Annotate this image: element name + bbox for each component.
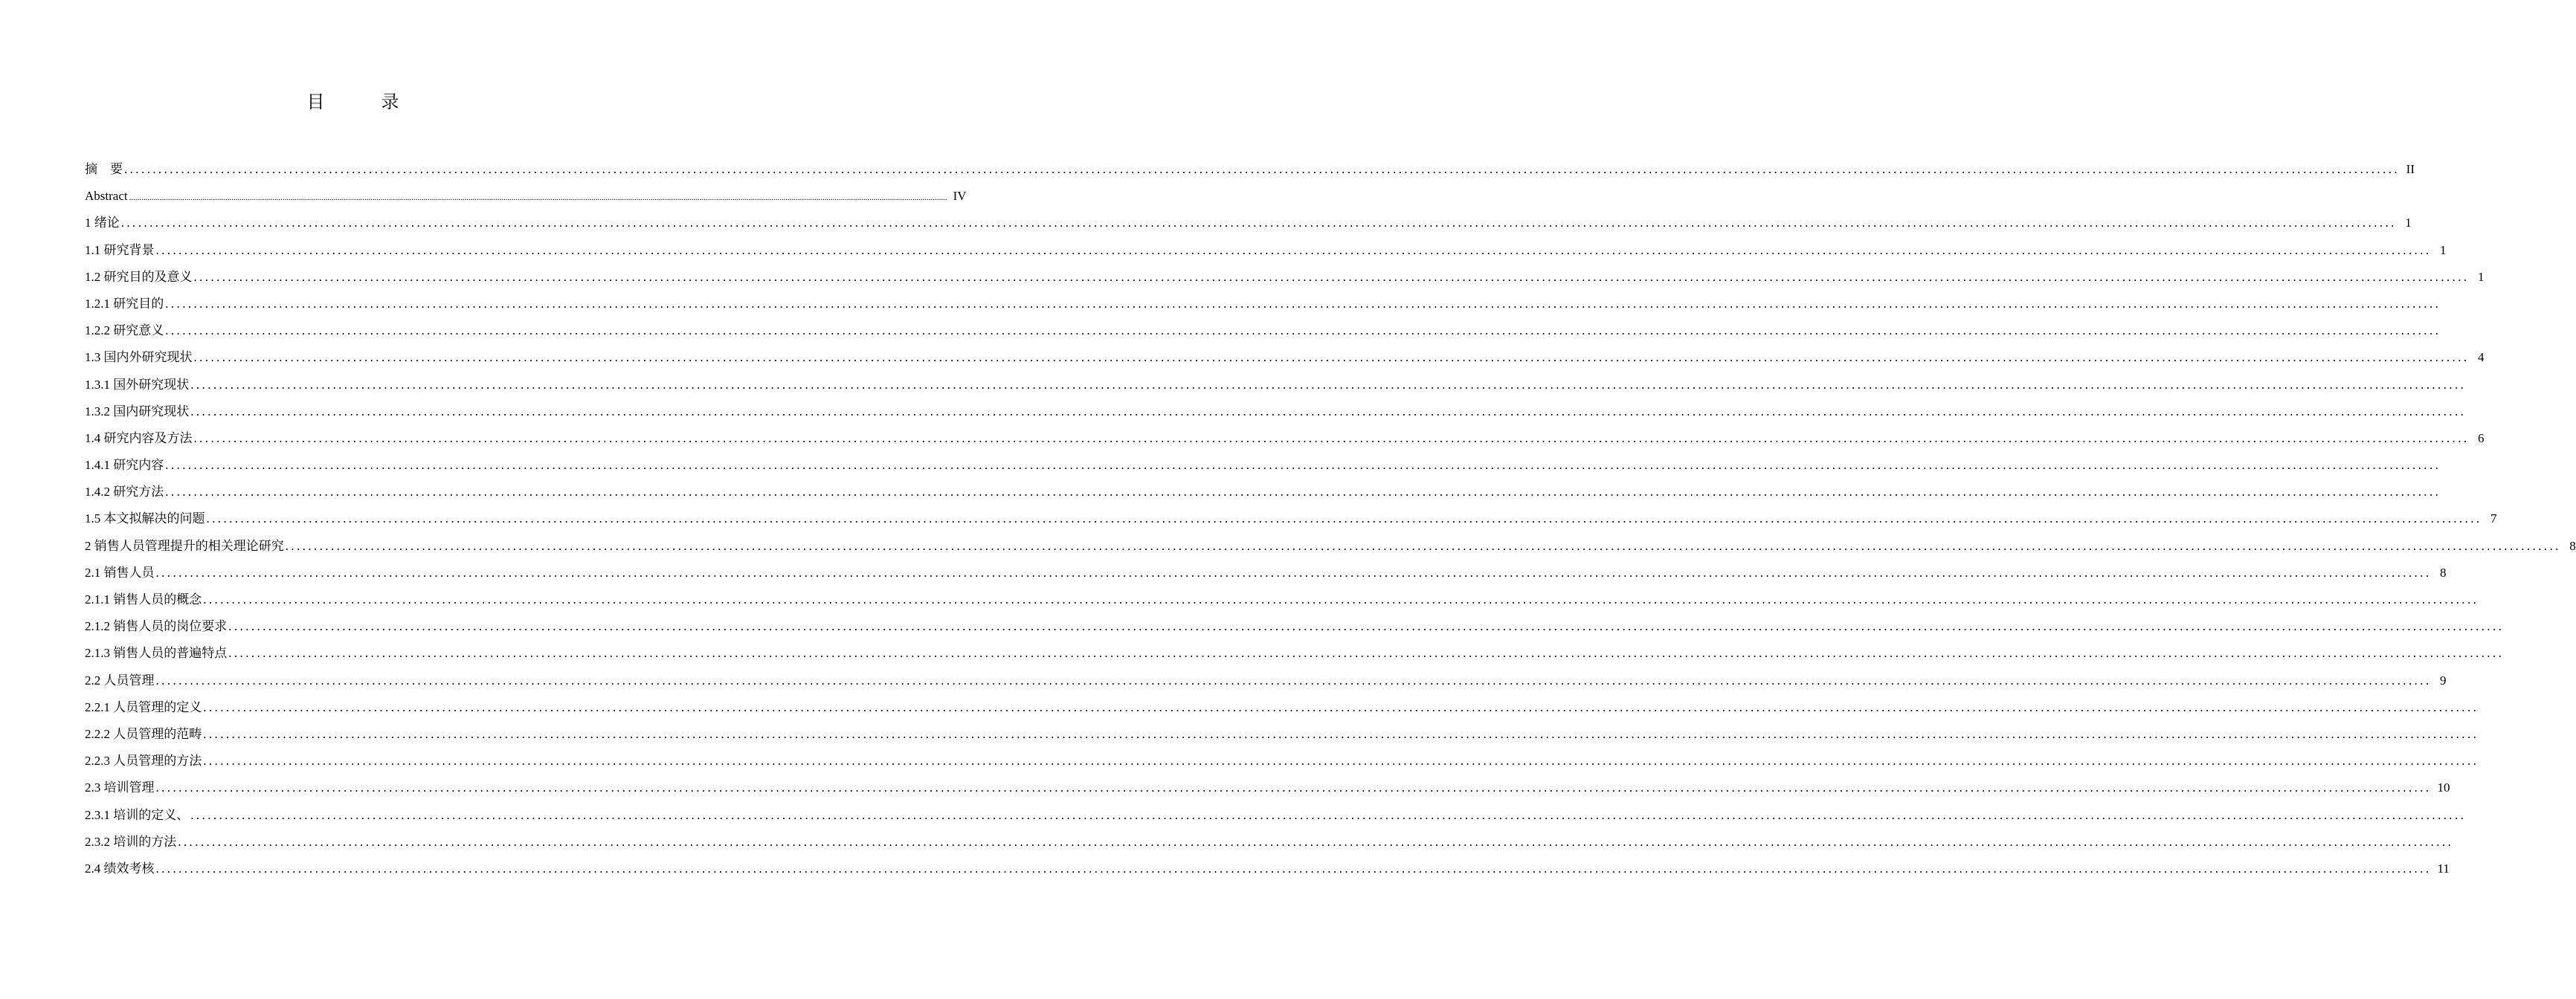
dot-leader: ................................................................................................................................................................................................................................................................................................................................................................................................................ — [228, 646, 2505, 661]
toc-page-number: 4 — [2478, 350, 2485, 365]
toc-entry-label: 2.3.1 培训的定义、 — [85, 807, 190, 822]
toc-entry[interactable] — [85, 640, 2505, 667]
toc-entry[interactable] — [85, 425, 2485, 452]
toc-entry-label: 1.5 本文拟解决的问题 — [85, 511, 205, 526]
toc-list — [85, 156, 2576, 882]
toc-entry[interactable] — [85, 560, 2447, 586]
dot-leader: ................................................................................................................................................................................................................................................................................................................................................................................................................ — [193, 350, 2470, 365]
toc-entry-label: 2 销售人员管理提升的相关理论研究 — [85, 538, 284, 553]
toc-entry-label: 摘 要 — [85, 162, 123, 176]
dot-leader: ................................................................................................................................................................................................................................................................................................................................................................................................................ — [285, 538, 2561, 553]
toc-entry[interactable] — [85, 398, 2467, 425]
toc-page-number: 8 — [2569, 538, 2576, 553]
dot-leader: ................................................................................................................................................................................................................................................................................................................................................................................................................ — [190, 807, 2467, 822]
toc-entry-label: 1.2.2 研究意义 — [85, 323, 164, 338]
page-title: 目 录 — [306, 91, 419, 112]
toc-page-number: 11 — [2437, 861, 2450, 876]
toc-entry-label: 1.4.2 研究方法 — [85, 485, 164, 500]
toc-page-number: 9 — [2440, 673, 2447, 688]
dot-leader: ................................................................................................................................................................................................................................................................................................................................................................................................................ — [165, 323, 2441, 338]
dot-leader: ................................................................................................................................................................................................................................................................................................................................................................................................................ — [165, 458, 2441, 473]
toc-page-number: IV — [953, 189, 967, 204]
toc-page-number: 1 — [2440, 242, 2447, 257]
toc-entry-label: 1.3.1 国外研究现状 — [85, 377, 190, 392]
dot-leader: ................................................................................................................................................................................................................................................................................................................................................................................................................ — [203, 699, 2479, 714]
toc-entry[interactable] — [85, 479, 2441, 505]
toc-page-number: 1 — [2405, 216, 2412, 230]
toc-entry[interactable] — [85, 802, 2467, 829]
toc-entry[interactable] — [85, 372, 2467, 398]
dot-leader: ................................................................................................................................................................................................................................................................................................................................................................................................................ — [193, 430, 2470, 445]
dot-leader: ................................................................................................................................................................................................................................................................................................................................................................................................................ — [155, 861, 2432, 876]
toc-entry[interactable] — [85, 586, 2479, 613]
toc-entry[interactable] — [85, 613, 2505, 640]
toc-entry-label: 2.1.2 销售人员的岗位要求 — [85, 619, 228, 634]
dot-leader: ................................................................................................................................................................................................................................................................................................................................................................................................................ — [203, 754, 2479, 769]
toc-entry[interactable] — [85, 721, 2479, 748]
toc-entry-label: 2.3.2 培训的方法 — [85, 834, 177, 849]
toc-entry[interactable] — [85, 775, 2450, 801]
toc-page-number: 8 — [2440, 565, 2447, 580]
toc-entry[interactable] — [85, 210, 2412, 236]
dot-leader: ................................................................................................................................................................................................................................................................................................................................................................................................................ — [203, 726, 2479, 741]
toc-entry[interactable] — [85, 183, 967, 210]
toc-entry[interactable] — [85, 667, 2447, 694]
toc-entry[interactable] — [85, 237, 2447, 264]
toc-entry[interactable] — [85, 694, 2479, 721]
dot-leader: ................................................................................................................................................................................................................................................................................................................................................................................................................ — [155, 242, 2432, 257]
toc-entry[interactable] — [85, 156, 2415, 183]
toc-entry-label: 2.2.2 人员管理的范畴 — [85, 726, 202, 741]
toc-entry-label: 2.1.3 销售人员的普遍特点 — [85, 646, 228, 661]
dot-leader: ................................................................................................................................................................................................................................................................................................................................................................................................................ — [155, 565, 2432, 580]
toc-entry[interactable] — [85, 856, 2450, 882]
toc-entry-label: 2.2 人员管理 — [85, 673, 155, 688]
toc-entry-label: 1.3.2 国内研究现状 — [85, 404, 190, 418]
toc-entry-label: 2.2.1 人员管理的定义 — [85, 699, 202, 714]
toc-entry[interactable] — [85, 317, 2441, 344]
toc-entry[interactable] — [85, 829, 2454, 856]
toc-entry-label: 1.4.1 研究内容 — [85, 458, 164, 473]
dot-leader: ................................................................................................................................................................................................................................................................................................................................................................................................................ — [165, 296, 2441, 311]
toc-entry-label: 2.2.3 人员管理的方法 — [85, 754, 202, 769]
dot-leader: ................................................................................................................................................................................................................................................................................................................................................................................................................ — [190, 404, 2467, 418]
toc-entry-label: 2.1 销售人员 — [85, 565, 155, 580]
toc-entry-label: 1.2.1 研究目的 — [85, 296, 164, 311]
dot-leader: ................................................................................................................................................................................................................................................................................................................................................................................................................ — [203, 592, 2479, 607]
toc-entry-label: 2.3 培训管理 — [85, 780, 155, 795]
dot-leader: ................................................................................................................................................................................................................................................................................................................................................................................................................ — [165, 485, 2441, 500]
dot-leader: ................................................................................................................................................................................................................................................................................................................................................................................................................ — [120, 216, 2397, 230]
toc-page-number: 6 — [2478, 430, 2485, 445]
toc-entry[interactable] — [85, 533, 2576, 560]
toc-page-number: 1 — [2478, 269, 2485, 284]
toc-page-number: 7 — [2490, 511, 2497, 526]
toc-entry[interactable] — [85, 291, 2441, 317]
toc-entry-label: 1.3 国内外研究现状 — [85, 350, 193, 365]
toc-entry[interactable] — [85, 452, 2441, 479]
toc-entry-label: 2.4 绩效考核 — [85, 861, 155, 876]
toc-entry-label: 1.4 研究内容及方法 — [85, 430, 193, 445]
toc-entry-label: 2.1.1 销售人员的概念 — [85, 592, 202, 607]
dot-leader: ................................................................................................................................................................................................................................................................................................................................................................................................................ — [124, 162, 2400, 176]
dot-leader: ................................................................................................................................................................................................................................................................................................................................................................................................................ — [178, 834, 2454, 849]
toc-entry-label: Abstract — [85, 189, 128, 204]
dot-leader: ................................................................................................................................................................................................................................................................................................................................................................................................................ — [190, 377, 2467, 392]
dot-leader: ................................................................................................................................................................................................................................................................................................................................................................................................................ — [155, 780, 2432, 795]
toc-entry[interactable] — [85, 748, 2479, 775]
toc-entry[interactable] — [85, 505, 2497, 532]
toc-entry-label: 1.2 研究目的及意义 — [85, 269, 193, 284]
toc-page-number: 10 — [2437, 780, 2450, 795]
toc-entry-label: 1 绪论 — [85, 216, 120, 230]
dot-leader: ................................................................................................................................................................................................................................................................................................................................................................................................................ — [129, 193, 947, 203]
toc-entry[interactable] — [85, 264, 2485, 291]
toc-entry-label: 1.1 研究背景 — [85, 242, 155, 257]
dot-leader: ................................................................................................................................................................................................................................................................................................................................................................................................................ — [228, 619, 2505, 634]
dot-leader: ................................................................................................................................................................................................................................................................................................................................................................................................................ — [155, 673, 2432, 688]
toc-page-number: II — [2406, 162, 2415, 176]
dot-leader: ................................................................................................................................................................................................................................................................................................................................................................................................................ — [193, 269, 2470, 284]
dot-leader: ................................................................................................................................................................................................................................................................................................................................................................................................................ — [206, 511, 2482, 526]
toc-entry[interactable] — [85, 344, 2485, 371]
